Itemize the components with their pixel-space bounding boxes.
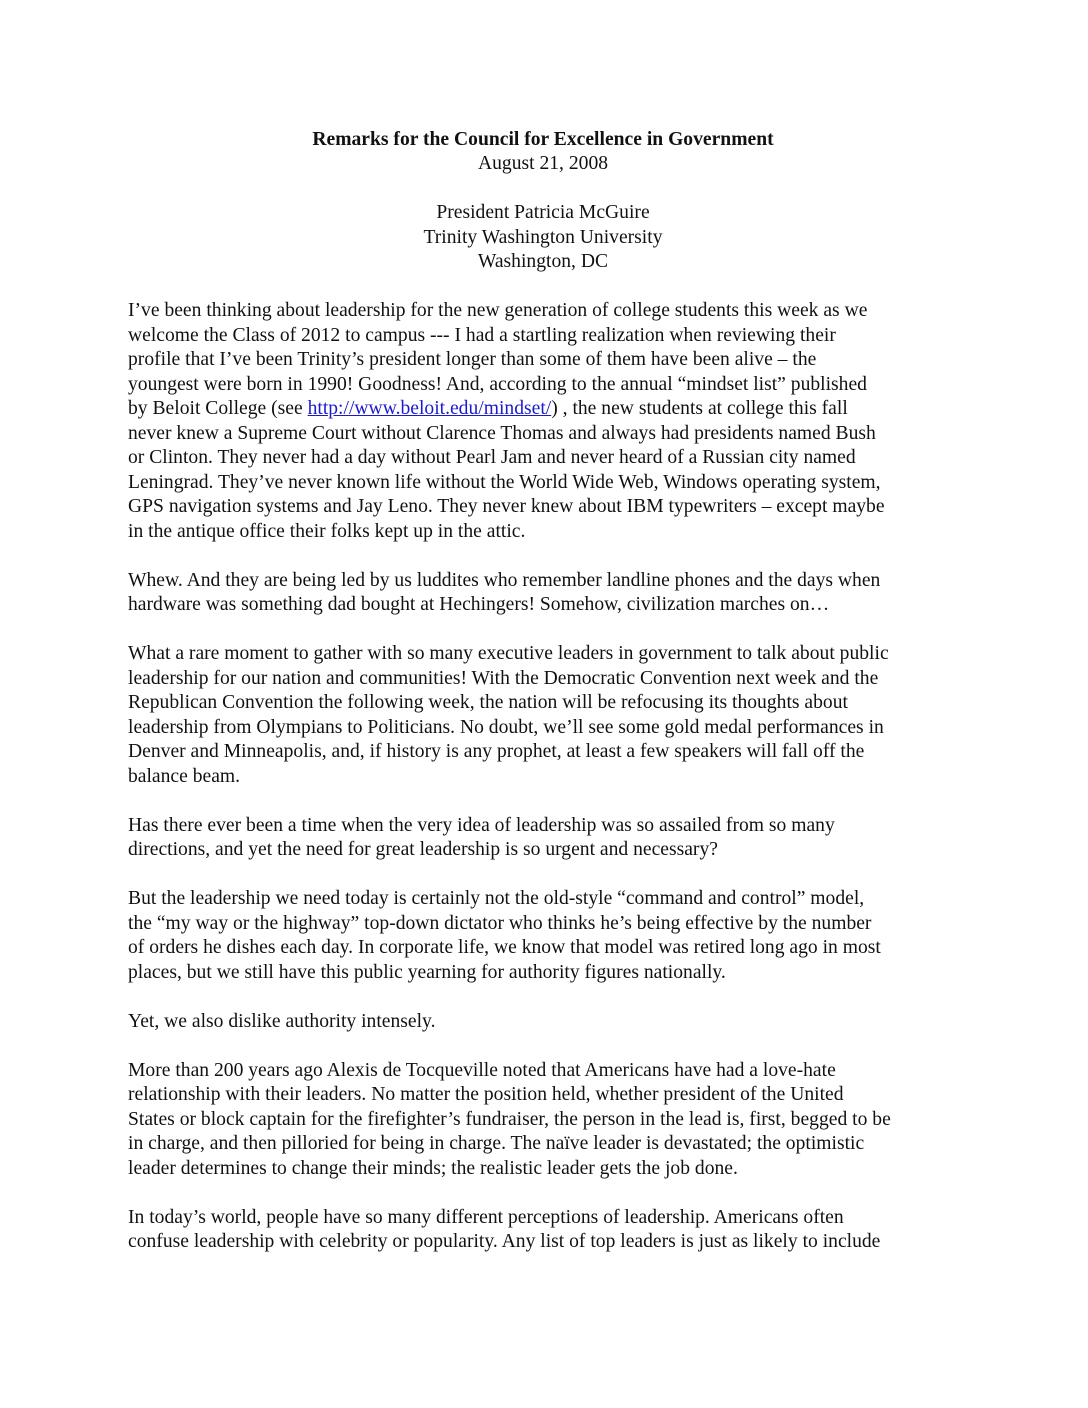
text-line: Has there ever been a time when the very idea of leadership was so assailed from so many — [128, 814, 835, 836]
text-line: of orders he dishes each day. In corporate life, we know that model was retired long ago in most — [128, 937, 881, 959]
link-prefix-text: by Beloit College (see — [128, 398, 308, 420]
text-line: balance beam. — [128, 765, 241, 787]
document-body — [128, 299, 968, 1255]
text-line: Leningrad. They’ve never known life without the World Wide Web, Windows operating system, — [128, 471, 881, 493]
speaker-institution: Trinity Washington University — [423, 226, 663, 248]
text-line: the “my way or the highway” top-down dictator who thinks he’s being effective by the number — [128, 912, 872, 934]
paragraph — [128, 814, 968, 863]
text-line: Denver and Minneapolis, and, if history is any prophet, at least a few speakers will fall off the — [128, 741, 865, 763]
text-line: hardware was something dad bought at Hechingers! Somehow, civilization marches on… — [128, 594, 830, 616]
text-line: in charge, and then pilloried for being in charge. The naïve leader is devastated; the optimistic — [128, 1133, 865, 1155]
text-line: Whew. And they are being led by us luddites who remember landline phones and the days when — [128, 569, 881, 591]
text-line: leader determines to change their minds; the realistic leader gets the job done. — [128, 1157, 738, 1179]
text-line-with-link — [128, 397, 968, 422]
text-line: places, but we still have this public yearning for authority figures nationally. — [128, 961, 726, 983]
paragraph — [128, 642, 968, 789]
paragraph — [128, 569, 968, 618]
paragraph — [128, 887, 968, 985]
header-spacer — [128, 177, 958, 201]
text-line: Yet, we also dislike authority intensely. — [128, 1010, 436, 1032]
text-line: directions, and yet the need for great leadership is so urgent and necessary? — [128, 839, 718, 861]
paragraph — [128, 299, 968, 544]
paragraph — [128, 1010, 968, 1035]
text-line: in the antique office their folks kept up in the attic. — [128, 520, 526, 542]
text-line: States or block captain for the firefighter’s fundraiser, the person in the lead is, first, begged to be — [128, 1108, 891, 1130]
beloit-mindset-link[interactable]: http://www.beloit.edu/mindset/ — [307, 398, 552, 420]
document-page — [128, 128, 968, 1279]
text-line: relationship with their leaders. No matter the position held, whether president of the United — [128, 1084, 844, 1106]
text-line: profile that I’ve been Trinity’s president longer than some of them have been alive – the — [128, 349, 817, 371]
link-suffix-text: ) , the new students at college this fall — [551, 398, 848, 420]
text-line: What a rare moment to gather with so many executive leaders in government to talk about public — [128, 643, 889, 665]
text-line: Republican Convention the following week, the nation will be refocusing its thoughts about — [128, 692, 848, 714]
text-line: But the leadership we need today is certainly not the old-style “command and control” model, — [128, 888, 865, 910]
paragraph — [128, 1059, 968, 1182]
text-line: GPS navigation systems and Jay Leno. They never knew about IBM typewriters – except maybe — [128, 496, 885, 518]
text-line: leadership from Olympians to Politicians. No doubt, we’ll see some gold medal performances in — [128, 716, 884, 738]
document-title: Remarks for the Council for Excellence in Government — [312, 129, 774, 150]
text-line: never knew a Supreme Court without Clarence Thomas and always had presidents named Bush — [128, 422, 876, 444]
document-header — [128, 128, 958, 274]
document-date: August 21, 2008 — [477, 153, 609, 175]
text-line: More than 200 years ago Alexis de Tocqueville noted that Americans have had a love-hate — [128, 1059, 836, 1081]
text-line: leadership for our nation and communities! With the Democratic Convention next week and the — [128, 667, 879, 689]
text-line: In today’s world, people have so many different perceptions of leadership. Americans often — [128, 1206, 844, 1228]
text-line: confuse leadership with celebrity or popularity. Any list of top leaders is just as likely to include — [128, 1231, 881, 1253]
text-line: or Clinton. They never had a day without Pearl Jam and never heard of a Russian city named — [128, 447, 856, 469]
speaker-location: Washington, DC — [477, 251, 609, 273]
paragraph — [128, 1206, 968, 1255]
text-line: I’ve been thinking about leadership for the new generation of college students this week as we — [128, 300, 868, 322]
speaker-name: President Patricia McGuire — [436, 202, 650, 224]
text-line: youngest were born in 1990! Goodness! And, according to the annual “mindset list” published — [128, 373, 867, 395]
text-line: welcome the Class of 2012 to campus --- I had a startling realization when reviewing their — [128, 324, 836, 346]
